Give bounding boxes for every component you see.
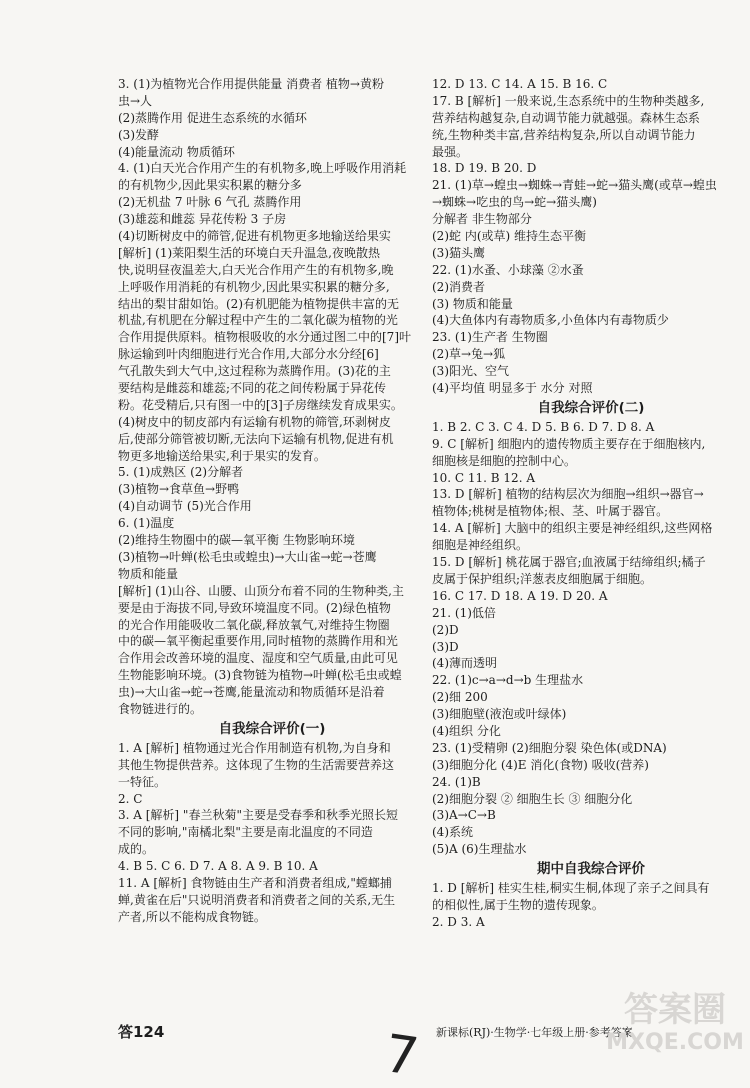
answer-line: (3)发酵 <box>118 127 159 142</box>
answer-line: 的有机物少,因此果实积累的糖分多 <box>118 178 302 193</box>
answer-line: (2)细 200 <box>432 690 488 705</box>
left-column <box>118 76 426 926</box>
answer-line: 要是由于海拔不同,导致环境温度不同。(2)绿色植物 <box>118 600 391 615</box>
answer-line: 12. D 13. C 14. A 15. B 16. C <box>432 77 608 91</box>
answer-line: (4)组织 分化 <box>432 723 501 738</box>
watermark-text: 答案圈 <box>624 990 726 1030</box>
answer-line: 植物体;桃树是植物体;根、茎、叶属于器官。 <box>432 504 669 519</box>
answer-line: 气孔散失到大气中,这过程称为蒸腾作用。(3)花的主 <box>118 364 391 379</box>
answer-line: (2)消费者 <box>432 279 485 294</box>
answer-line: (3)D <box>432 639 459 654</box>
answer-line: (2)无机盐 7 叶脉 6 气孔 蒸腾作用 <box>118 195 302 210</box>
answer-line: 皮属于保护组织;洋葱表皮细胞属于细胞。 <box>432 571 653 586</box>
answer-line: (3) 物质和能量 <box>432 296 513 311</box>
answer-line: 2. D 3. A <box>432 914 485 929</box>
watermark-url: MXQE.COM <box>606 1030 744 1055</box>
answer-line: 17. B [解析] 一般来说,生态系统中的生物种类越多, <box>432 93 705 108</box>
answer-line: (4)切断树皮中的筛管,促进有机物更多地输送给果实 <box>118 229 391 244</box>
answer-line: 23. (1)生产者 生物圈 <box>432 330 548 345</box>
answer-line: (2)蛇 内(或草) 维持生态平衡 <box>432 229 586 244</box>
answer-line: 1. B 2. C 3. C 4. D 5. B 6. D 7. D 8. A <box>432 419 655 434</box>
answer-line: (3)雄蕊和雌蕊 异花传粉 3 子房 <box>118 212 287 227</box>
answer-line: 14. A [解析] 大脑中的组织主要是神经组织,这些网格 <box>432 521 713 536</box>
answer-line: 成的。 <box>118 842 155 857</box>
answer-line: 23. (1)受精卵 (2)细胞分裂 染色体(或DNA) <box>432 740 667 755</box>
answer-line: 合作用提供原料。植物根吸收的水分通过图二中的[7]叶 <box>118 330 412 345</box>
answer-line: [解析] (1)山谷、山腰、山顶分布着不同的生物种类,主 <box>118 583 404 598</box>
answer-line: 其他生物提供营养。这体现了生物的生活需要营养这 <box>118 757 395 772</box>
answer-line: [解析] (1)莱阳梨生活的环境白天升温急,夜晚散热 <box>118 245 380 260</box>
answer-line: (3)猫头鹰 <box>432 245 485 260</box>
answer-line: 10. C 11. B 12. A <box>432 470 535 485</box>
answer-line: 的相似性,属于生物的遗传现象。 <box>432 897 604 912</box>
answer-line: 上呼吸作用消耗的有机物少,因此果实积累的糖分多, <box>118 279 390 294</box>
answer-line: 物更多地输送给果实,利于果实的发育。 <box>118 448 326 463</box>
answer-line: 统,生物种类丰富,营养结构复杂,所以自动调节能力 <box>432 127 696 142</box>
footer-book-info: 新课标(RJ)·生物学·七年级上册·参考答案 <box>436 1026 633 1039</box>
answer-line: 物质和能量 <box>118 566 179 581</box>
answer-line: 一特征。 <box>118 774 167 789</box>
answer-line: (4)自动调节 (5)光合作用 <box>118 499 252 514</box>
answer-line: (5)A (6)生理盐水 <box>432 842 527 857</box>
section-heading: 自我综合评价(一) <box>218 720 326 737</box>
answer-line: (2)草→兔→狐 <box>432 347 506 362</box>
answer-line: 生物能影响环境。(3)食物链为植物→叶蝉(松毛虫或蝗 <box>118 668 402 683</box>
answer-line: 粉。花受精后,只有图一中的[3]子房继续发育成果实。 <box>118 397 403 412</box>
answer-line: (3)A→C→B <box>432 808 496 823</box>
answer-line: 中的碳—氧平衡起重要作用,同时植物的蒸腾作用和光 <box>118 634 398 649</box>
answer-line: (4)能量流动 物质循环 <box>118 144 235 159</box>
answer-line: 5. (1)成熟区 (2)分解者 <box>118 465 244 480</box>
section-heading: 期中自我综合评价 <box>537 861 645 878</box>
answer-line: 不同的影响,"南橘北梨"主要是南北温度的不同造 <box>118 825 373 840</box>
page-number: 答124 <box>118 1023 165 1041</box>
answer-line: 机盐,有机肥在分解过程中产生的二氧化碳为植物的光 <box>118 313 398 328</box>
answer-line: (4)树皮中的韧皮部内有运输有机物的筛管,环剥树皮 <box>118 414 391 429</box>
answer-line: 18. D 19. B 20. D <box>432 161 537 176</box>
answer-line: (4)大鱼体内有毒物质多,小鱼体内有毒物质少 <box>432 313 669 328</box>
answer-line: 21. (1)低倍 <box>432 605 496 620</box>
answer-line: (3)植物→叶蝉(松毛虫或蝗虫)→大山雀→蛇→苍鹰 <box>118 549 377 564</box>
answer-line: (2)蒸腾作用 促进生态系统的水循环 <box>118 110 307 125</box>
answer-line: 3. A [解析] "春兰秋菊"主要是受春季和秋季光照长短 <box>118 808 398 823</box>
answer-line: 合作用会改善环境的温度、湿度和空气质量,由此可见 <box>118 651 398 666</box>
answer-line: 结出的梨甘甜如饴。(2)有机肥能为植物提供丰富的无 <box>118 296 400 311</box>
answer-line: 营养结构越复杂,自动调节能力就越强。森林生态系 <box>432 110 700 125</box>
answer-line: (2)维持生物圈中的碳—氧平衡 生物影响环境 <box>118 533 355 548</box>
answer-line: 分解者 非生物部分 <box>432 212 532 227</box>
answer-line: 13. D [解析] 植物的结构层次为细胞→组织→器官→ <box>432 487 704 502</box>
answer-line: 虫)→大山雀→蛇→苍鹰,能量流动和物质循环是沿着 <box>118 685 385 700</box>
answer-line: 快,说明昼夜温差大,白天光合作用产生的有机物多,晚 <box>118 262 394 277</box>
answer-line: 1. A [解析] 植物通过光合作用制造有机物,为自身和 <box>118 740 391 755</box>
answer-line: 9. C [解析] 细胞内的遗传物质主要存在于细胞核内, <box>432 436 706 451</box>
answer-line: (2)D <box>432 622 459 637</box>
answer-line: 细胞核是细胞的控制中心。 <box>432 453 577 468</box>
answer-line: (3)细胞分化 (4)E 消化(食物) 吸收(营养) <box>432 757 649 772</box>
answer-line: 3. (1)为植物光合作用提供能量 消费者 植物→黄粉 <box>118 77 384 91</box>
answer-line: (3)阳光、空气 <box>432 364 509 379</box>
answer-line: 的光合作用能吸收二氧化碳,释放氧气,对维持生物圈 <box>118 617 390 632</box>
answer-line: 24. (1)B <box>432 774 481 789</box>
right-column <box>432 76 750 931</box>
answer-line: 蝉,黄雀在后"只说明消费者和消费者之间的关系,无生 <box>118 892 396 907</box>
answer-line: 4. (1)白天光合作用产生的有机物多,晚上呼吸作用消耗 <box>118 161 407 176</box>
answer-line: 要结构是雌蕊和雄蕊;不同的花之间传粉属于异花传 <box>118 381 387 396</box>
answer-line: 1. D [解析] 桂实生桂,桐实生桐,体现了亲子之间具有 <box>432 881 710 896</box>
answer-line: 后,使部分筛管被切断,无法向下运输有机物,促进有机 <box>118 431 394 446</box>
answer-line: (4)系统 <box>432 825 473 840</box>
answer-line: 22. (1)水蚤、小球藻 ②水蚤 <box>432 262 584 277</box>
answer-line: (4)薄而透明 <box>432 656 497 671</box>
watermark-logo <box>600 990 750 1060</box>
answer-line: 2. C <box>118 791 143 806</box>
answer-line: 4. B 5. C 6. D 7. A 8. A 9. B 10. A <box>118 859 318 874</box>
answer-line: (3)细胞壁(液泡或叶绿体) <box>432 707 567 722</box>
section-heading: 自我综合评价(二) <box>537 399 645 416</box>
answer-line: (3)植物→食草鱼→野鸭 <box>118 482 240 497</box>
answer-line: (2)细胞分裂 ② 细胞生长 ③ 细胞分化 <box>432 791 633 806</box>
answer-line: →蜘蛛→吃虫的鸟→蛇→猫头鹰) <box>432 195 597 210</box>
answer-line: 脉运输到叶肉细胞进行光合作用,大部分水分经[6] <box>118 347 379 362</box>
answer-line: 11. A [解析] 食物链由生产者和消费者组成,"螳螂捕 <box>118 875 392 890</box>
answer-line: 虫→人 <box>118 93 153 108</box>
answer-line: 6. (1)温度 <box>118 516 175 531</box>
answer-line: 21. (1)草→蝗虫→蜘蛛→青蛙→蛇→猫头鹰(或草→蝗虫 <box>432 178 717 193</box>
answer-line: 食物链进行的。 <box>118 701 203 716</box>
answer-line: 16. C 17. D 18. A 19. D 20. A <box>432 588 608 603</box>
answer-line: 最强。 <box>432 144 469 159</box>
answer-line: (4)平均值 明显多于 水分 对照 <box>432 381 593 396</box>
answer-line: 15. D [解析] 桃花属于器官;血液属于结缔组织;橘子 <box>432 555 706 570</box>
handwritten-mark: 7 <box>380 1023 423 1088</box>
answer-line: 22. (1)c→a→d→b 生理盐水 <box>432 673 584 688</box>
answer-line: 细胞是神经组织。 <box>432 538 529 553</box>
answer-line: 产者,所以不能构成食物链。 <box>118 909 266 924</box>
